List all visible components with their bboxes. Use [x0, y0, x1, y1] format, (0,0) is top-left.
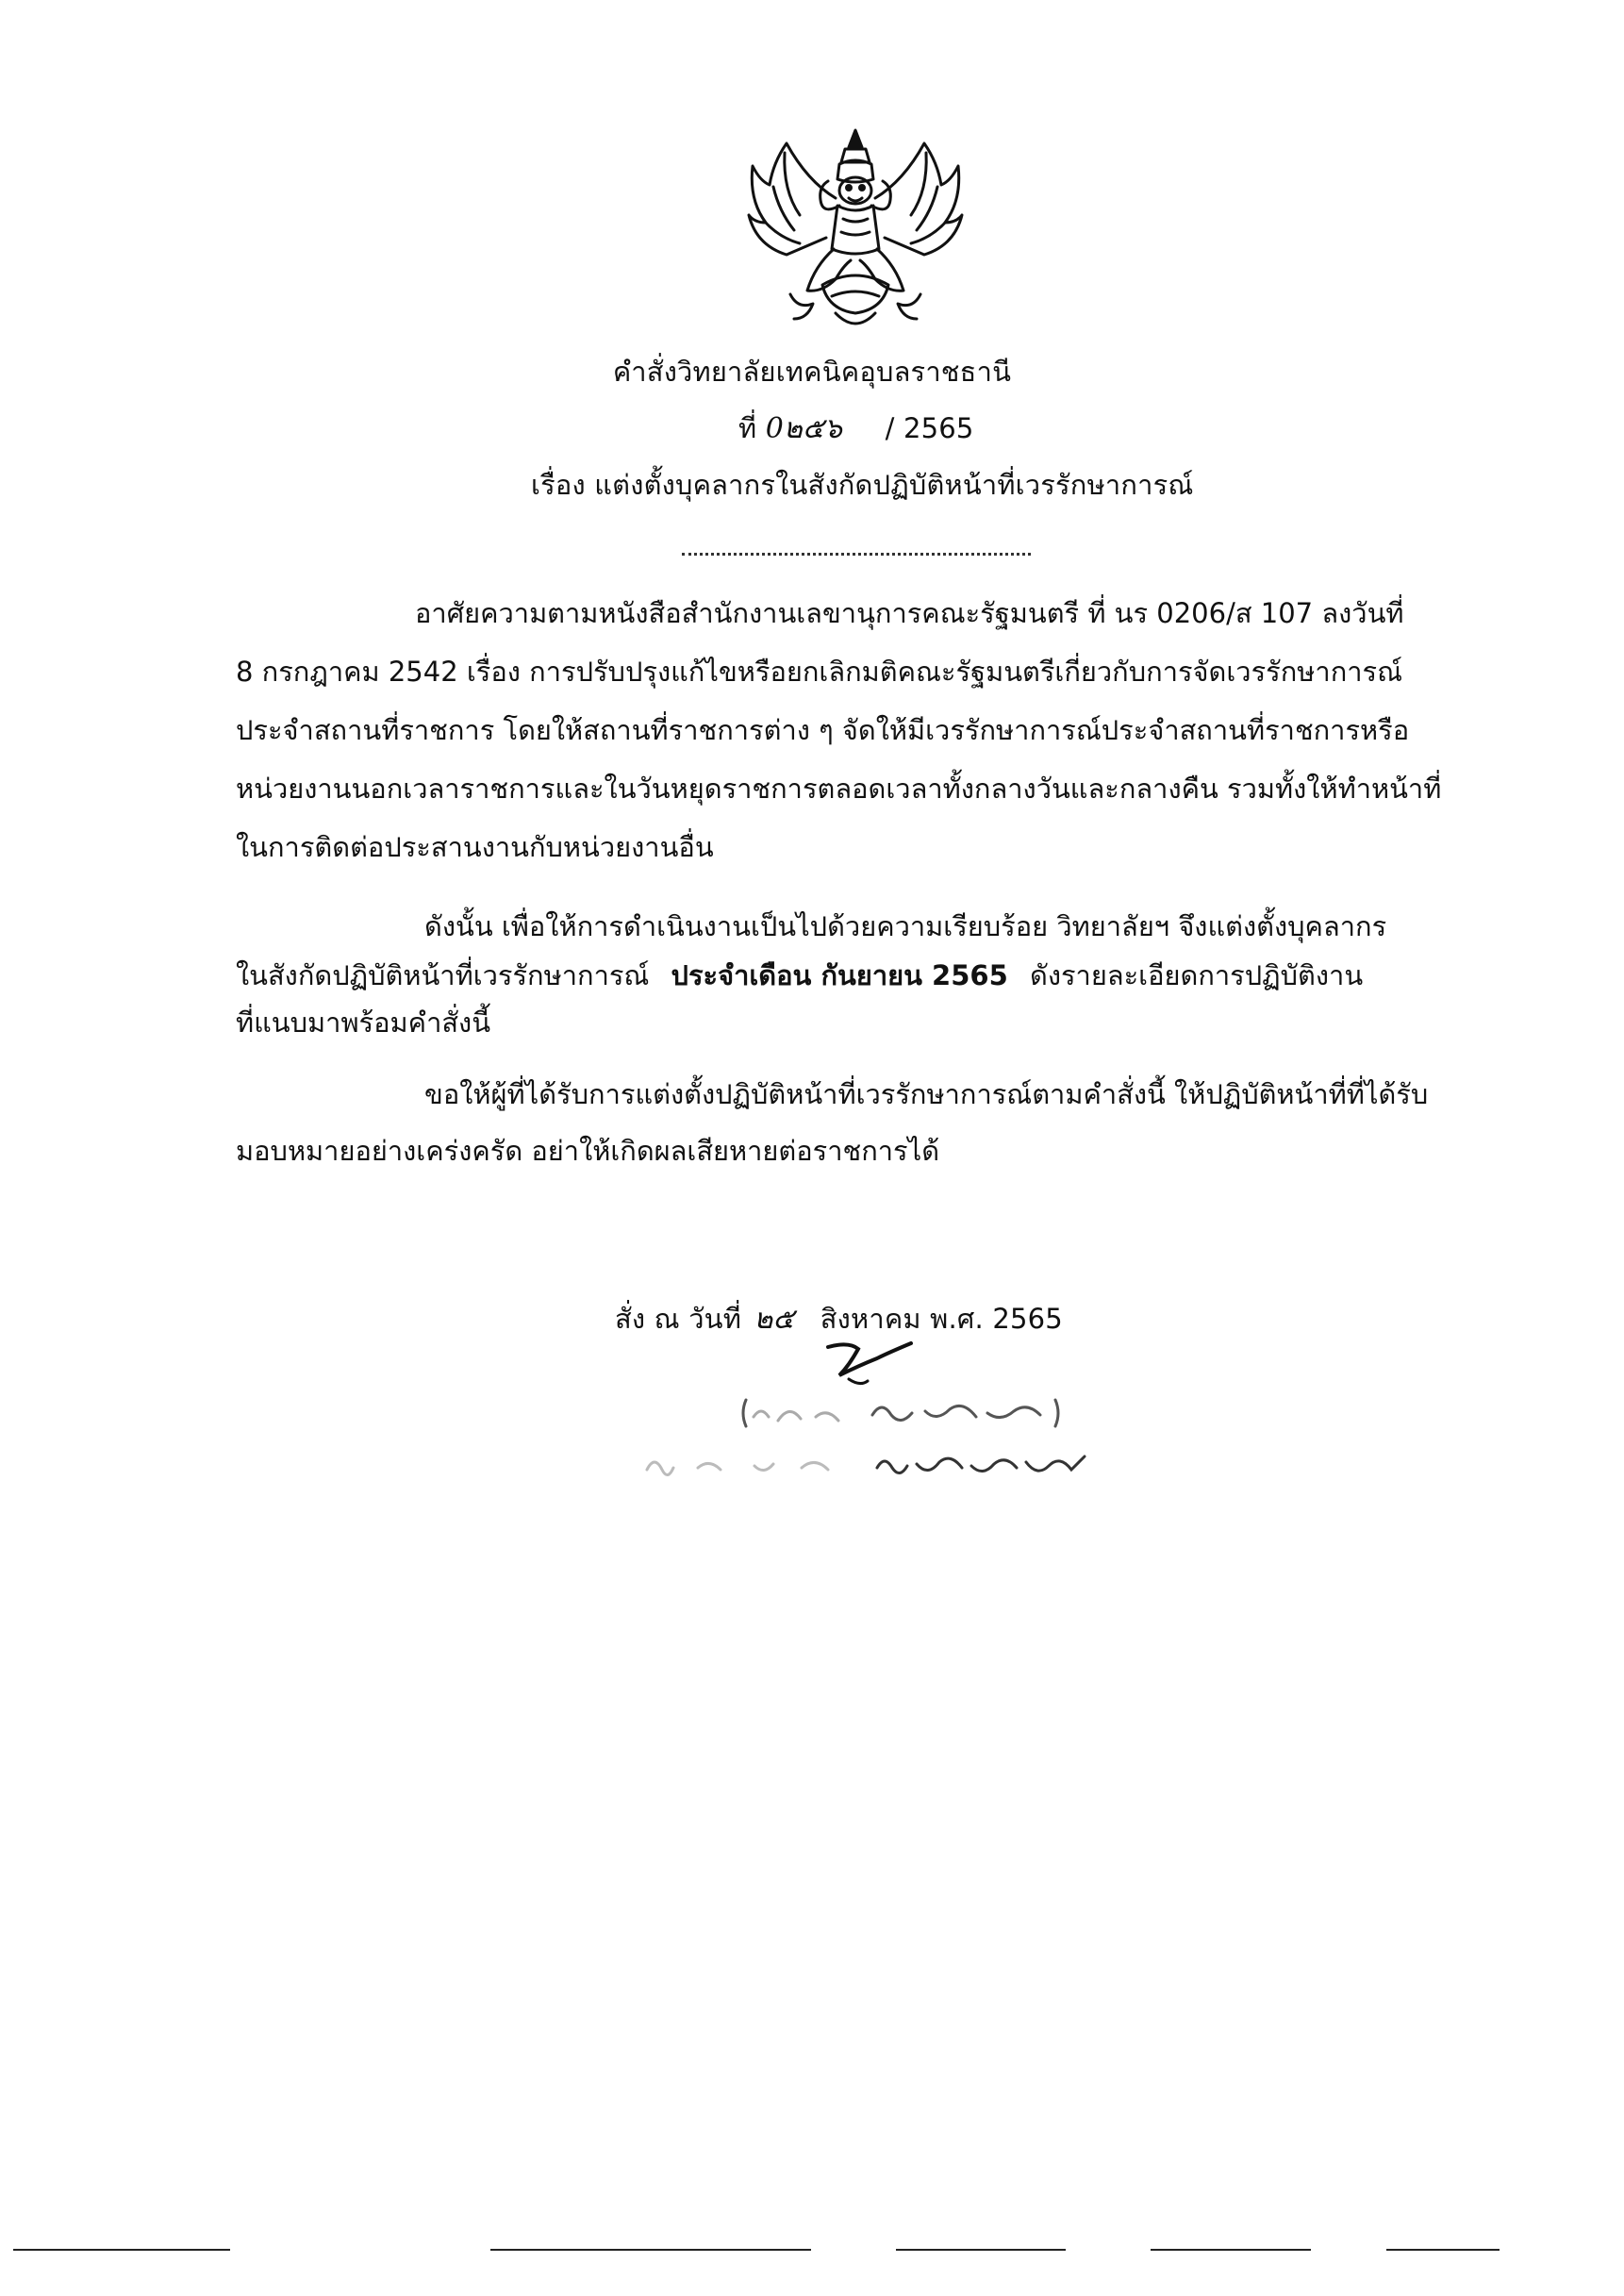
date-rest: สิงหาคม พ.ศ. 2565: [820, 1303, 1063, 1335]
scan-edge-line: [1151, 2249, 1311, 2251]
para1-line: ประจำสถานที่ราชการ โดยให้สถานที่ราชการต่าง ๆ จัดให้มีเวรรักษาการณ์ประจำสถานที่ราชการหรือ: [236, 714, 1410, 746]
scan-edge-line: [1386, 2249, 1500, 2251]
order-number-handwritten: 0๒๕๖: [765, 412, 843, 445]
scan-edge-line: [896, 2249, 1066, 2251]
para1-line: 8 กรกฎาคม 2542 เรื่อง การปรับปรุงแก้ไขหรือยกเลิกมติคณะรัฐมนตรีเกี่ยวกับการจัดเวรรักษาการณ์: [236, 656, 1403, 688]
para1-line: ในการติดต่อประสานงานกับหน่วยงานอื่น: [236, 831, 714, 863]
signer-name-faded: [740, 1394, 1061, 1432]
order-number-line: [738, 409, 974, 448]
para2-line: ที่แนบมาพร้อมคำสั่งนี้: [236, 1007, 491, 1039]
para1-line: หน่วยงานนอกเวลาราชการและในวันหยุดราชการตลอดเวลาทั้งกลางวันและกลางคืน รวมทั้งให้ทำหน้าที่: [236, 773, 1442, 805]
date-day-handwritten: ๒๕: [754, 1303, 795, 1336]
order-subject-line: เรื่อง แต่งตั้งบุคลากรในสังกัดปฏิบัติหน้าที่เวรรักษาการณ์: [531, 469, 1194, 501]
scan-edge-line: [13, 2249, 230, 2251]
scan-edge-line: [490, 2249, 811, 2251]
order-number-prefix: ที่: [738, 412, 757, 444]
para2-line: ดังนั้น เพื่อให้การดำเนินงานเป็นไปด้วยความเรียบร้อย วิทยาลัยฯ จึงแต่งตั้งบุคลากร: [424, 910, 1387, 942]
date-prefix: สั่ง ณ วันที่: [615, 1303, 742, 1335]
order-number-suffix: / 2565: [885, 412, 974, 444]
duty-month-highlight: ประจำเดือน กันยายน 2565: [671, 959, 1008, 991]
para2-text: ในสังกัดปฏิบัติหน้าที่เวรรักษาการณ์: [236, 959, 650, 991]
para3-line: ขอให้ผู้ที่ได้รับการแต่งตั้งปฏิบัติหน้าที่เวรรักษาการณ์ตามคำสั่งนี้ ให้ปฏิบัติหน้าที่ที่ได้รับ: [424, 1078, 1429, 1110]
garuda-emblem-icon: [741, 125, 969, 338]
dotted-separator: [682, 543, 1031, 556]
para3-line: มอบหมายอย่างเคร่งครัด อย่าให้เกิดผลเสียหายต่อราชการได้: [236, 1135, 940, 1167]
signature-mark: [820, 1338, 915, 1394]
order-org-line: คำสั่งวิทยาลัยเทคนิคอุบลราชธานี: [612, 356, 1012, 388]
para2-line: [236, 957, 1395, 994]
order-date-line: [615, 1300, 1063, 1339]
signer-title-faded: [641, 1449, 1094, 1481]
para2-text: ดังรายละเอียดการปฏิบัติงาน: [1029, 959, 1364, 991]
para1-line: อาศัยความตามหนังสือสำนักงานเลขานุการคณะรัฐมนตรี ที่ นร 0206/ส 107 ลงวันที่: [415, 597, 1404, 629]
